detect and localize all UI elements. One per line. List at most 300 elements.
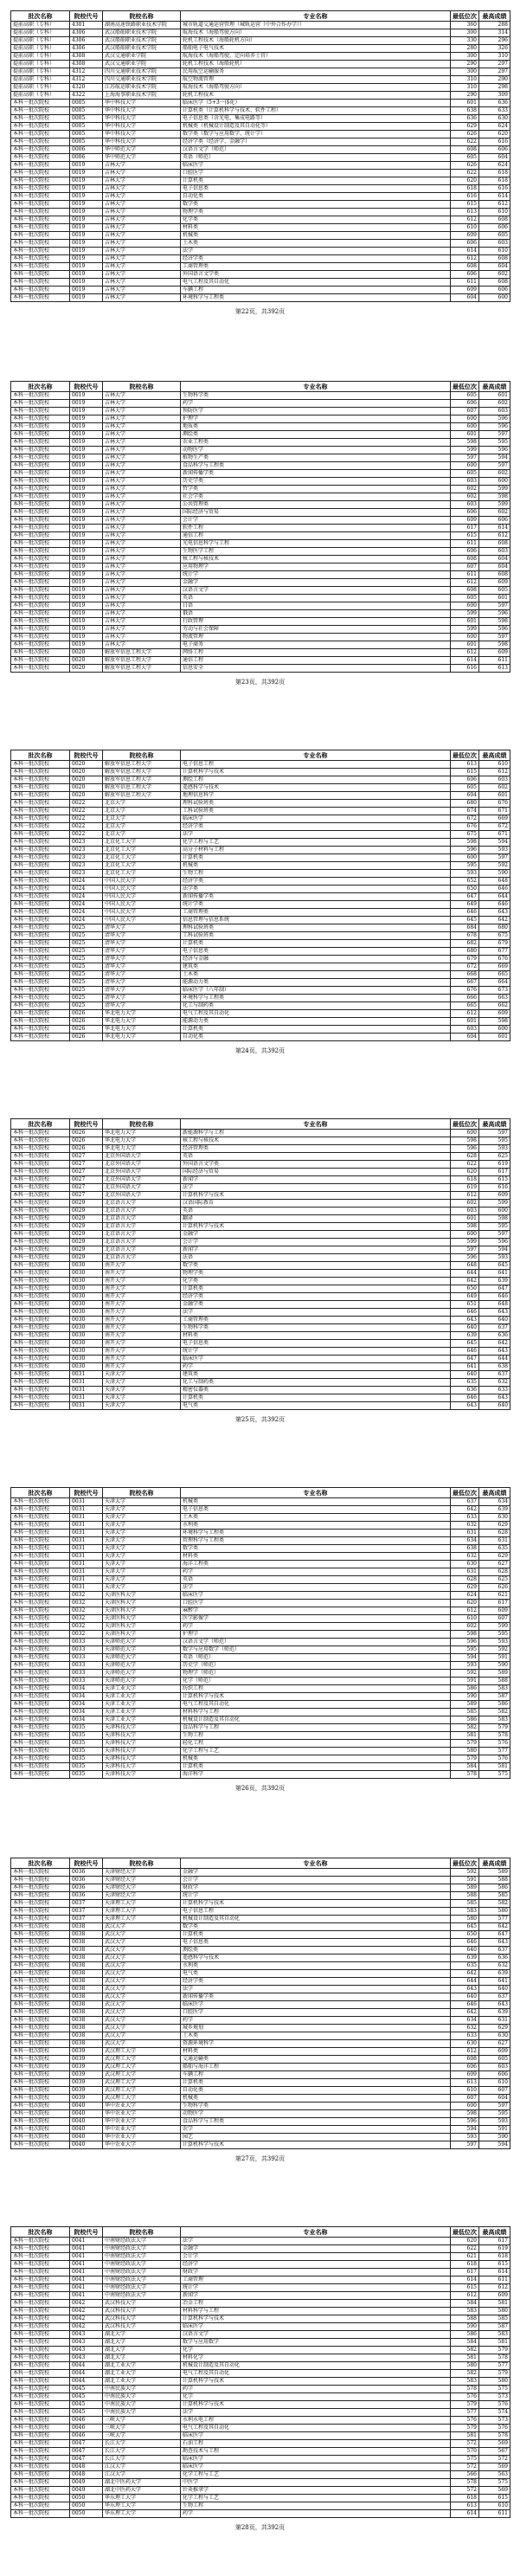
table-cell: 本科一批次院校 xyxy=(11,808,70,815)
table-row xyxy=(11,1584,510,1592)
table-cell: 643 xyxy=(479,1939,510,1947)
table-cell: 材料科学与工程 xyxy=(181,1709,451,1716)
table-cell: 金融学 xyxy=(181,2245,451,2253)
table-cell: 北京化工大学 xyxy=(103,854,181,862)
table-cell: 665 xyxy=(479,971,510,979)
table-cell: 611 xyxy=(479,2277,510,2284)
table-cell: 0045 xyxy=(70,2401,103,2409)
table-cell: 605 xyxy=(451,392,479,400)
table-cell: 中国人民大学 xyxy=(103,901,181,909)
footer-text: 23 xyxy=(241,679,249,686)
table-cell: 622 xyxy=(451,138,479,146)
table-row xyxy=(11,1916,510,1923)
table-cell: 本科一批次院校 xyxy=(11,2393,70,2401)
table-cell: 本科一批次院校 xyxy=(11,1978,70,1986)
table-cell: 647 xyxy=(451,1356,479,1363)
table-cell: 统计学 xyxy=(181,2284,451,2292)
table-cell: 英语（师范） xyxy=(181,1654,451,1662)
table-cell: 武汉大学 xyxy=(103,1993,181,2001)
table-cell: 华中农业大学 xyxy=(103,2126,181,2134)
table-cell: 数学类（数学与应用数学、统计学） xyxy=(181,131,451,138)
table-cell: 635 xyxy=(479,1545,510,1553)
table-row xyxy=(11,1200,510,1208)
table-cell: 614 xyxy=(451,2510,479,2518)
table-cell: 643 xyxy=(451,1986,479,1993)
table-cell: 本科一批次院校 xyxy=(11,1576,70,1584)
table-cell: 0031 xyxy=(70,1553,103,1561)
table-cell: 生物工程 xyxy=(181,2502,451,2510)
table-cell: 本科一批次院校 xyxy=(11,2323,70,2331)
table-cell: 计算机科学与技术 xyxy=(181,2315,451,2323)
table-cell: 本科一批次院校 xyxy=(11,138,70,146)
table-cell: 646 xyxy=(451,1348,479,1356)
table-cell: 本科一批次院校 xyxy=(11,956,70,963)
table-cell: 596 xyxy=(479,447,510,454)
table-cell: 0032 xyxy=(70,1615,103,1623)
table-cell: 0031 xyxy=(70,1379,103,1387)
table-cell: 工科试验班类 xyxy=(181,808,451,815)
table-cell: 船舶与海洋工程 xyxy=(181,2064,451,2071)
table-cell: 本科一批次院校 xyxy=(11,532,70,540)
table-cell: 673 xyxy=(479,987,510,995)
table-cell: 672 xyxy=(451,815,479,823)
table-row xyxy=(11,917,510,924)
table-cell: 本科一批次院校 xyxy=(11,2126,70,2134)
table-cell: 航海技术（海船驾驶，定向培养士官） xyxy=(181,53,451,61)
table-cell: 本科一批次院校 xyxy=(11,815,70,823)
table-cell: 机械类 xyxy=(181,1755,451,1763)
table-cell: 632 xyxy=(479,1962,510,1970)
table-cell: 本科一批次院校 xyxy=(11,2269,70,2277)
table-cell: 0006 xyxy=(70,146,103,154)
table-cell: 吉林大学 xyxy=(103,439,181,447)
table-cell: 675 xyxy=(479,932,510,940)
footer-text: 26 xyxy=(241,1785,249,1792)
table-cell: 595 xyxy=(479,1137,510,1145)
table-cell: 601 xyxy=(451,618,479,626)
table-cell: 南开大学 xyxy=(103,1278,181,1285)
table-cell: 数学类 xyxy=(181,1262,451,1270)
table-cell: 本科一批次院校 xyxy=(11,1506,70,1514)
table-cell: 0033 xyxy=(70,1678,103,1685)
table-cell: 本科一批次院校 xyxy=(11,2134,70,2141)
header-row xyxy=(11,1488,510,1498)
table-cell: 612 xyxy=(451,579,479,587)
table-cell: 634 xyxy=(479,1498,510,1506)
table-cell: 637 xyxy=(479,1993,510,2001)
table-cell: 本科一批次院校 xyxy=(11,271,70,279)
table-cell: 光电信息科学与工程 xyxy=(181,540,451,548)
table-cell: 本科一批次院校 xyxy=(11,1732,70,1740)
table-row xyxy=(11,1537,510,1545)
table-row xyxy=(11,1962,510,1970)
table-row xyxy=(11,924,510,932)
table-cell: 机械类（机械设计制造及其自动化等） xyxy=(181,123,451,131)
table-cell: 本科一批次院校 xyxy=(11,2056,70,2064)
table-cell: 吉林大学 xyxy=(103,548,181,556)
table-row xyxy=(11,1670,510,1678)
table-cell: 645 xyxy=(451,1923,479,1931)
table-cell: 600 xyxy=(451,854,479,862)
table-cell: 591 xyxy=(451,1877,479,1884)
table-cell: 本科一批次院校 xyxy=(11,2064,70,2071)
table-cell: 0019 xyxy=(70,517,103,525)
table-cell: 0019 xyxy=(70,478,103,486)
table-cell: 天津大学 xyxy=(103,1394,181,1402)
table-cell: 582 xyxy=(479,1709,510,1716)
table-cell: 0019 xyxy=(70,493,103,501)
table-cell: 本科一批次院校 xyxy=(11,2308,70,2315)
table-cell: 武汉大学 xyxy=(103,2040,181,2048)
table-cell: 食品科学与工程 xyxy=(181,1724,451,1732)
table-cell: 工科试验班类 xyxy=(181,932,451,940)
table-cell: 588 xyxy=(479,1877,510,1884)
table-cell: 吉林大学 xyxy=(103,587,181,595)
table-row xyxy=(11,1970,510,1978)
table-cell: 0022 xyxy=(70,815,103,823)
table-cell: 640 xyxy=(479,1402,510,1410)
table-cell: 本科一批次院校 xyxy=(11,216,70,224)
table-cell: 南开大学 xyxy=(103,1293,181,1301)
table-cell: 641 xyxy=(451,1363,479,1371)
table-cell: 629 xyxy=(451,123,479,131)
table-cell: 船舶电子电气技术 xyxy=(181,45,451,53)
table-cell: 本科一批次院校 xyxy=(11,2386,70,2393)
table-cell: 本科一批次院校 xyxy=(11,1340,70,1348)
table-cell: 300 xyxy=(451,29,479,37)
table-cell: 本科一批次院校 xyxy=(11,571,70,579)
table-cell: 596 xyxy=(479,610,510,618)
table-cell: 本科一批次院校 xyxy=(11,2425,70,2432)
table-cell: 本科一批次院校 xyxy=(11,1246,70,1254)
table-cell: 596 xyxy=(451,1145,479,1153)
table-cell: 310 xyxy=(479,53,510,61)
table-cell: 609 xyxy=(451,2071,479,2079)
table-cell: 631 xyxy=(451,1568,479,1576)
table-cell: 华东理工大学 xyxy=(103,2502,181,2510)
table-cell: 临床医学 xyxy=(181,2456,451,2463)
table-cell: 0036 xyxy=(70,1877,103,1884)
table-cell: 电子信息工程 xyxy=(181,1908,451,1916)
table-row xyxy=(11,2284,510,2292)
table-cell: 602 xyxy=(451,486,479,493)
table-cell: 药学 xyxy=(181,1568,451,1576)
table-cell: 617 xyxy=(479,1600,510,1607)
table-cell: 0033 xyxy=(70,1654,103,1662)
table-row xyxy=(11,1685,510,1693)
table-row xyxy=(11,45,510,53)
table-cell: 0030 xyxy=(70,1293,103,1301)
table-row xyxy=(11,776,510,784)
table-cell: 0050 xyxy=(70,2495,103,2502)
table-cell: 北京外国语大学 xyxy=(103,1192,181,1200)
table-cell: 0039 xyxy=(70,2056,103,2064)
table-cell: 0038 xyxy=(70,2025,103,2032)
table-cell: 法学 xyxy=(181,1309,451,1317)
table-cell: 0019 xyxy=(70,248,103,255)
table-cell: 0019 xyxy=(70,587,103,595)
table-cell: 本科一批次院校 xyxy=(11,909,70,917)
table-cell: 607 xyxy=(479,2087,510,2095)
table-cell: 本科一批次院校 xyxy=(11,1908,70,1916)
table-cell: 595 xyxy=(451,1646,479,1654)
table-row xyxy=(11,423,510,431)
table-cell: 统计学类 xyxy=(181,901,451,909)
table-cell: 591 xyxy=(479,1654,510,1662)
table-cell: 671 xyxy=(479,808,510,815)
table-cell: 天津理工大学 xyxy=(103,1916,181,1923)
table-cell: 口腔医学 xyxy=(181,1600,451,1607)
table-cell: 电气工程及其自动化 xyxy=(181,1010,451,1018)
report-page xyxy=(10,2226,510,2532)
table-cell: 武汉理工大学 xyxy=(103,2079,181,2087)
table-cell: 642 xyxy=(451,1970,479,1978)
table-row xyxy=(11,170,510,177)
table-cell: 法学 xyxy=(181,1986,451,1993)
table-cell: 提前高职（专科） xyxy=(11,22,70,29)
table-cell: 580 xyxy=(451,1916,479,1923)
table-cell: 612 xyxy=(451,1192,479,1200)
table-cell: 电子信息类（含光电、集成电路等） xyxy=(181,115,451,123)
table-cell: 武汉科技大学 xyxy=(103,2323,181,2331)
table-cell: 测绘工程 xyxy=(181,776,451,784)
table-cell: 天津大学 xyxy=(103,1387,181,1394)
table-cell: 569 xyxy=(479,2487,510,2495)
table-cell: 北京外国语大学 xyxy=(103,1161,181,1169)
table-row xyxy=(11,1130,510,1137)
table-cell: 数学类 xyxy=(181,1923,451,1931)
table-cell: 本科一批次院校 xyxy=(11,1537,70,1545)
table-row xyxy=(11,2141,510,2149)
table-cell: 589 xyxy=(479,1670,510,1678)
table-cell: 本科一批次院校 xyxy=(11,2040,70,2048)
table-cell: 680 xyxy=(451,800,479,808)
table-cell: 吉林大学 xyxy=(103,641,181,649)
table-row xyxy=(11,415,510,423)
table-cell: 615 xyxy=(451,2284,479,2292)
table-row xyxy=(11,657,510,665)
table-cell: 本科一批次院校 xyxy=(11,2025,70,2032)
table-row xyxy=(11,2277,510,2284)
page-footer xyxy=(10,307,510,316)
column-header: 批次名称 xyxy=(11,1119,70,1130)
table-cell: 612 xyxy=(479,769,510,776)
table-cell: 本科一批次院校 xyxy=(11,1356,70,1363)
table-cell: 北京大学 xyxy=(103,823,181,831)
table-cell: 药学 xyxy=(181,1623,451,1631)
table-cell: 582 xyxy=(451,2347,479,2354)
table-cell: 646 xyxy=(451,1939,479,1947)
table-row xyxy=(11,146,510,154)
table-cell: 吉林大学 xyxy=(103,478,181,486)
table-cell: 0037 xyxy=(70,1900,103,1908)
table-row xyxy=(11,2409,510,2417)
table-cell: 经济学 xyxy=(181,2261,451,2269)
header-row xyxy=(11,382,510,392)
table-cell: 0038 xyxy=(70,2032,103,2040)
table-cell: 本科一批次院校 xyxy=(11,2017,70,2025)
column-header: 最低位次 xyxy=(451,11,479,22)
table-cell: 交通运输类 xyxy=(181,2056,451,2064)
table-row xyxy=(11,1514,510,1522)
table-cell: 612 xyxy=(479,201,510,209)
table-row xyxy=(11,2001,510,2009)
table-cell: 武汉船舶职业技术学院 xyxy=(103,29,181,37)
table-cell: 历史学类 xyxy=(181,478,451,486)
table-row xyxy=(11,995,510,1002)
table-cell: 0019 xyxy=(70,626,103,634)
table-row xyxy=(11,2040,510,2048)
table-cell: 本科一批次院校 xyxy=(11,1278,70,1285)
table-cell: 0042 xyxy=(70,2315,103,2323)
table-row xyxy=(11,1986,510,1993)
table-cell: 法学 xyxy=(181,831,451,839)
table-cell: 616 xyxy=(451,665,479,673)
table-cell: 0034 xyxy=(70,1693,103,1701)
column-header: 最高成绩 xyxy=(479,1488,510,1498)
table-row xyxy=(11,784,510,792)
table-row xyxy=(11,769,510,776)
table-cell: 0006 xyxy=(70,154,103,162)
table-cell: 577 xyxy=(479,1748,510,1755)
table-cell: 武汉船舶职业技术学院 xyxy=(103,45,181,53)
table-row xyxy=(11,792,510,800)
table-cell: 617 xyxy=(479,1169,510,1176)
table-cell: 南开大学 xyxy=(103,1262,181,1270)
column-header: 最低位次 xyxy=(451,2227,479,2238)
table-cell: 水利类 xyxy=(181,1962,451,1970)
table-cell: 645 xyxy=(479,1262,510,1270)
table-cell: 599 xyxy=(451,610,479,618)
table-cell: 0027 xyxy=(70,1184,103,1192)
table-cell: 本科一批次院校 xyxy=(11,800,70,808)
table-row xyxy=(11,901,510,909)
table-cell: 天津大学 xyxy=(103,1514,181,1522)
table-cell: 本科一批次院校 xyxy=(11,761,70,769)
table-cell: 吉林大学 xyxy=(103,271,181,279)
table-cell: 578 xyxy=(451,2479,479,2487)
table-row xyxy=(11,2032,510,2040)
table-cell: 632 xyxy=(451,2025,479,2032)
table-cell: 0019 xyxy=(70,224,103,232)
table-cell: 水利类 xyxy=(181,1522,451,1530)
table-cell: 汉语言文学（师范） xyxy=(181,146,451,154)
column-header: 最高成绩 xyxy=(479,2227,510,2238)
table-cell: 629 xyxy=(479,2025,510,2032)
table-cell: 593 xyxy=(479,2118,510,2126)
table-cell: 0020 xyxy=(70,792,103,800)
table-cell: 本科一批次院校 xyxy=(11,1293,70,1301)
table-row xyxy=(11,1262,510,1270)
page-footer xyxy=(10,1046,510,1055)
table-cell: 637 xyxy=(479,1947,510,1955)
table-cell: 本科一批次院校 xyxy=(11,131,70,138)
table-row xyxy=(11,2238,510,2245)
table-cell: 电气类 xyxy=(181,1970,451,1978)
footer-text: 页，共 xyxy=(248,679,267,686)
table-cell: 南开大学 xyxy=(103,1285,181,1293)
table-row xyxy=(11,162,510,170)
table-cell: 护理学 xyxy=(181,1631,451,1639)
table-cell: 609 xyxy=(479,2292,510,2300)
table-cell: 0024 xyxy=(70,893,103,901)
table-cell: 0034 xyxy=(70,1685,103,1693)
table-cell: 本科一批次院校 xyxy=(11,847,70,854)
table-row xyxy=(11,1278,510,1285)
table-row xyxy=(11,1387,510,1394)
table-row xyxy=(11,831,510,839)
table-cell: 593 xyxy=(451,1662,479,1670)
table-cell: 吉林大学 xyxy=(103,263,181,271)
table-cell: 600 xyxy=(451,423,479,431)
table-cell: 本科一批次院校 xyxy=(11,2315,70,2323)
table-cell: 610 xyxy=(479,2079,510,2087)
table-cell: 本科一批次院校 xyxy=(11,1363,70,1371)
table-row xyxy=(11,2134,510,2141)
table-cell: 0005 xyxy=(70,115,103,123)
table-cell: 吉林大学 xyxy=(103,400,181,408)
table-cell: 物流管理 xyxy=(181,634,451,641)
table-cell: 611 xyxy=(479,657,510,665)
table-cell: 本科一批次院校 xyxy=(11,209,70,216)
table-cell: 北京大学 xyxy=(103,808,181,815)
table-cell: 610 xyxy=(451,1615,479,1623)
table-cell: 天津工业大学 xyxy=(103,1716,181,1724)
table-cell: 本科一批次院校 xyxy=(11,626,70,634)
table-cell: 化学工程与工艺 xyxy=(181,2495,451,2502)
table-cell: 646 xyxy=(479,886,510,893)
table-row xyxy=(11,1161,510,1169)
table-row xyxy=(11,1892,510,1900)
table-cell: 570 xyxy=(451,2448,479,2456)
table-cell: 北京化工大学 xyxy=(103,862,181,870)
table-cell: 574 xyxy=(479,2409,510,2417)
table-cell: 638 xyxy=(451,1545,479,1553)
table-cell: 工商管理 xyxy=(181,2277,451,2284)
table-cell: 本科一批次院校 xyxy=(11,776,70,784)
table-cell: 临床医学 xyxy=(181,162,451,170)
table-cell: 本科一批次院校 xyxy=(11,1026,70,1034)
table-row xyxy=(11,1600,510,1607)
table-cell: 0041 xyxy=(70,2269,103,2277)
table-cell: 解放军信息工程大学 xyxy=(103,784,181,792)
table-cell: 解放军信息工程大学 xyxy=(103,776,181,784)
table-cell: 0039 xyxy=(70,2087,103,2095)
table-cell: 吉林大学 xyxy=(103,571,181,579)
table-cell: 0019 xyxy=(70,271,103,279)
table-cell: 中南财经政法大学 xyxy=(103,2277,181,2284)
table-row xyxy=(11,1231,510,1239)
table-cell: 0025 xyxy=(70,987,103,995)
table-cell: 602 xyxy=(479,400,510,408)
table-cell: 620 xyxy=(451,1600,479,1607)
table-cell: 0041 xyxy=(70,2261,103,2269)
table-cell: 593 xyxy=(479,1639,510,1646)
header-row xyxy=(11,2227,510,2238)
table-cell: 吉林大学 xyxy=(103,486,181,493)
table-cell: 食品科学与工程类 xyxy=(181,462,451,470)
column-header: 批次名称 xyxy=(11,1858,70,1869)
table-cell: 本科一批次院校 xyxy=(11,932,70,940)
table-cell: 664 xyxy=(479,979,510,987)
table-row xyxy=(11,2308,510,2315)
table-cell: 616 xyxy=(479,185,510,193)
table-row xyxy=(11,556,510,564)
table-cell: 华北电力大学 xyxy=(103,1018,181,1026)
table-cell: 643 xyxy=(479,909,510,917)
table-cell: 646 xyxy=(451,2001,479,2009)
table-row xyxy=(11,2463,510,2471)
